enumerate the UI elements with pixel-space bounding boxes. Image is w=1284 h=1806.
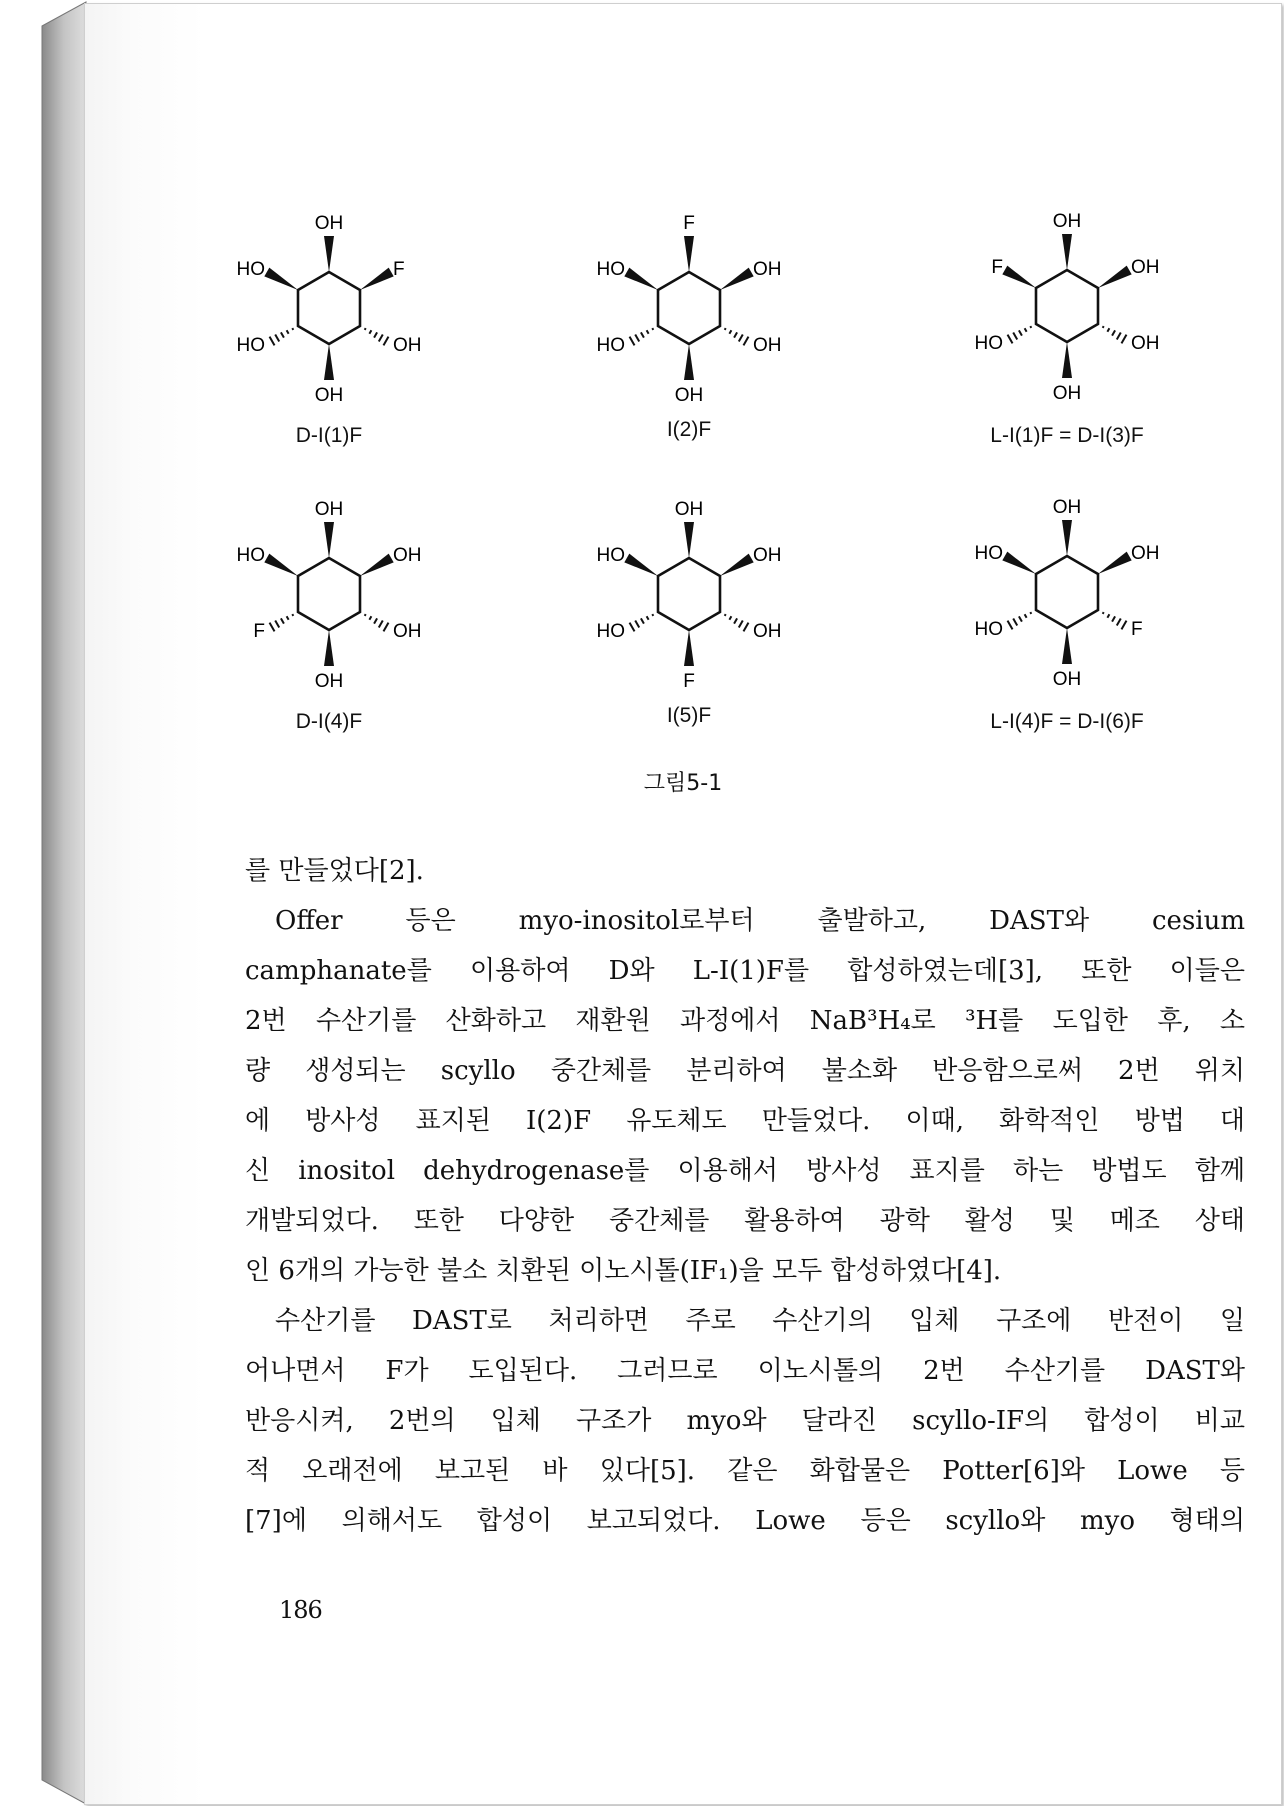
structure-label-d-i4f: D-I(4)F: [295, 710, 363, 733]
text-line: 어나면서 F가 도입된다. 그러므로 이노시톨의 2번 수산기를 DAST와: [245, 1356, 1245, 1386]
atom-label-ho: HO: [974, 619, 1003, 640]
atom-label-oh: OH: [314, 385, 344, 406]
structure-label-l-i1f: L-I(1)F = D-I(3)F: [990, 424, 1144, 447]
atom-label-oh: OH: [753, 621, 782, 642]
atom-label-ho: HO: [236, 259, 265, 280]
structure-label-l-i4f: L-I(4)F = D-I(6)F: [990, 710, 1144, 733]
atom-label-oh: OH: [314, 499, 344, 520]
figure-caption: 그림5-1: [643, 771, 723, 796]
atom-label-f: F: [1131, 619, 1143, 640]
atom-label-f: F: [393, 259, 405, 280]
atom-label-oh: OH: [1052, 383, 1082, 404]
atom-label-oh: OH: [1131, 333, 1160, 354]
atom-label-oh: OH: [753, 259, 782, 280]
atom-label-oh: OH: [1131, 543, 1160, 564]
text-line: 반응시켜, 2번의 입체 구조가 myo와 달라진 scyllo-IF의 합성이 비교: [245, 1406, 1245, 1436]
atom-label-oh: OH: [393, 621, 422, 642]
text-line: 에 방사성 표지된 I(2)F 유도체도 만들었다. 이때, 화학적인 방법 대: [245, 1106, 1245, 1136]
atom-label-f: F: [683, 671, 695, 692]
atom-label-ho: HO: [236, 545, 265, 566]
atom-label-f: F: [253, 621, 265, 642]
atom-label-ho: HO: [974, 333, 1003, 354]
atom-label-oh: OH: [753, 545, 782, 566]
atom-label-ho: HO: [974, 543, 1003, 564]
atom-label-oh: OH: [393, 335, 422, 356]
atom-label-oh: OH: [753, 335, 782, 356]
molecule-l-i1f: [975, 211, 1160, 404]
molecule-d-i4f: [237, 499, 422, 692]
text-line: [7]에 의해서도 합성이 보고되었다. Lowe 등은 scyllo와 myo 형태의: [245, 1506, 1245, 1536]
atom-label-ho: HO: [596, 621, 625, 642]
atom-label-oh: OH: [1052, 497, 1082, 518]
text-line: 량 생성되는 scyllo 중간체를 분리하여 불소화 반응함으로써 2번 위치: [245, 1056, 1245, 1086]
atom-label-oh: OH: [674, 385, 704, 406]
atom-label-f: F: [991, 257, 1003, 278]
atom-label-oh: OH: [314, 671, 344, 692]
figure-5-1-structures: [85, 4, 1281, 704]
book-spine-edge: [0, 0, 90, 1806]
atom-label-f: F: [683, 213, 695, 234]
molecule-i2f: [597, 213, 782, 406]
text-line: Offer 등은 myo-inositol로부터 출발하고, DAST와 cesium: [275, 906, 1245, 936]
text-line: 신 inositol dehydrogenase를 이용해서 방사성 표지를 하는 방법도 함께: [245, 1156, 1245, 1186]
page-number: 186: [279, 1596, 322, 1624]
text-line: 수산기를 DAST로 처리하면 주로 수산기의 입체 구조에 반전이 일: [275, 1306, 1245, 1336]
atom-label-oh: OH: [674, 499, 704, 520]
atom-label-oh: OH: [1052, 211, 1082, 232]
structure-label-d-i1f: D-I(1)F: [295, 424, 363, 447]
text-line: 적 오래전에 보고된 바 있다[5]. 같은 화합물은 Potter[6]와 Lowe 등: [245, 1456, 1245, 1486]
molecule-l-i4f: [975, 497, 1160, 690]
atom-label-ho: HO: [236, 335, 265, 356]
book-page: [84, 3, 1282, 1805]
text-line: 를 만들었다[2].: [245, 856, 424, 886]
atom-label-ho: HO: [596, 545, 625, 566]
molecule-i5f: [597, 499, 782, 692]
text-line: camphanate를 이용하여 D와 L-I(1)F를 합성하였는데[3], 또한 이들은: [245, 956, 1245, 986]
text-line: 인 6개의 가능한 불소 치환된 이노시톨(IF₁)을 모두 합성하였다[4].: [245, 1256, 1002, 1286]
text-line: 2번 수산기를 산화하고 재환원 과정에서 NaB³H₄로 ³H를 도입한 후, 소: [245, 1006, 1245, 1036]
atom-label-oh: OH: [314, 213, 344, 234]
molecule-d-i1f: [237, 213, 422, 406]
atom-label-oh: OH: [1052, 669, 1082, 690]
atom-label-oh: OH: [1131, 257, 1160, 278]
text-line: 개발되었다. 또한 다양한 중간체를 활용하여 광학 활성 및 메조 상태: [245, 1206, 1245, 1236]
atom-label-ho: HO: [596, 259, 625, 280]
atom-label-oh: OH: [393, 545, 422, 566]
structure-label-i2f: I(2)F: [666, 418, 712, 441]
structure-label-i5f: I(5)F: [666, 704, 712, 727]
body-text: [245, 846, 1245, 1546]
atom-label-ho: HO: [596, 335, 625, 356]
